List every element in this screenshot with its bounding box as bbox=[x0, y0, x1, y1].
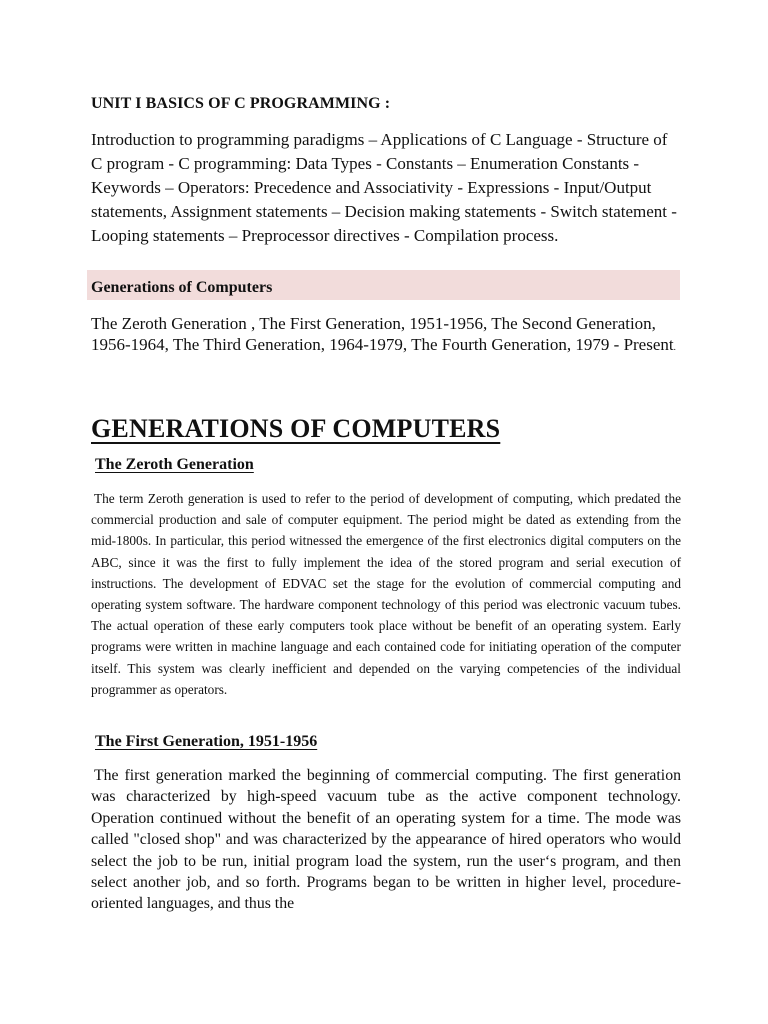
generations-band-title: Generations of Computers bbox=[91, 279, 273, 296]
main-heading: GENERATIONS OF COMPUTERS bbox=[91, 414, 501, 443]
generations-summary-paragraph bbox=[91, 313, 681, 358]
zeroth-generation-heading: The Zeroth Generation bbox=[95, 456, 254, 473]
unit-title: UNIT I BASICS OF C PROGRAMMING : bbox=[91, 95, 391, 112]
zeroth-generation-paragraph: The term Zeroth generation is used to refer to the period of development of computing, which predated the commercial production and sale of computer equipment. The period might be dated as extending from the mid-1800s. In particular, this period witnessed the emergence of the first electronics digital computers on the ABC, since it was the first to fully implement the idea of the stored program and serial execution of instructions. The development of EDVAC set the stage for the evolution of commercial computing and operating system software. The hardware component technology of this period was electronic vacuum tubes. The actual operation of these early computers took place without be benefit of an operating system. Early programs were written in machine language and each contained code for initiating operation of the computer itself. This system was clearly inefficient and depended on the varying competencies of the individual programmer as operators. bbox=[91, 491, 681, 697]
first-generation-heading: The First Generation, 1951-1956 bbox=[95, 733, 318, 750]
generations-band bbox=[87, 270, 680, 300]
first-generation-paragraph: The first generation marked the beginning of commercial computing. The first generation was characterized by high-speed vacuum tube as the active component technology. Operation continued without the benefit of an operating system for a time. The mode was called "closed shop" and was characterized by the appearance of hired operators who would select the job to be run, initial program load the system, run the user‘s program, and then select another job, and so forth. Programs began to be written in higher level, procedure-oriented languages, and thus the bbox=[91, 767, 681, 913]
generations-summary-trailing-mark: . bbox=[673, 342, 676, 352]
generations-summary-text: The Zeroth Generation , The First Generation, 1951-1956, The Second Generation, 1956-1964, The Third Generation, 1964-1979, The Fourth Generation, 1979 - Present bbox=[91, 314, 674, 354]
unit-intro-paragraph: Introduction to programming paradigms – Applications of C Language - Structure of C program - C programming: Data Types - Constants – Enumeration Constants - Keywords – Operators: Precedence and Associativity - Expressions - Input/Output statements, Assignment statements – Decision making statements - Switch statement - Looping statements – Preprocessor directives - Compilation process. bbox=[91, 130, 677, 245]
